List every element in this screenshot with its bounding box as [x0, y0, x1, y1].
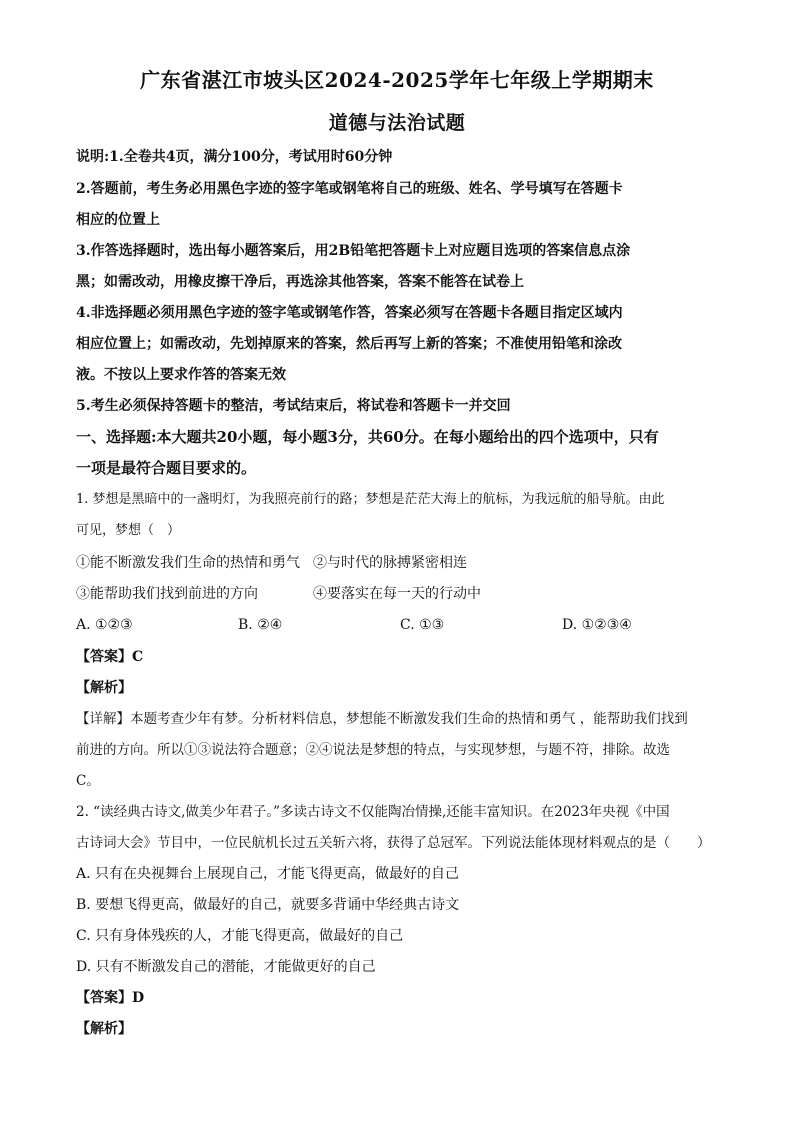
- analysis-label: 【解析】: [76, 680, 132, 696]
- answer-option: B. 要想飞得更高，做最好的自己，就要多背诵中华经典古诗文: [76, 897, 460, 913]
- instruction-line: 说明:1.全卷共4页，满分100分，考试用时60分钟: [76, 149, 393, 165]
- instruction-line: 相应的位置上: [76, 212, 160, 228]
- instruction-line: 4.非选择题必须用黑色字迹的签字笔或钢笔作答，答案必须写在答题卡各题目指定区域内: [76, 305, 623, 321]
- answer-option: A. ①②③: [76, 617, 133, 633]
- question-stem: 1. 梦想是黑暗中的一盏明灯，为我照亮前行的路；梦想是茫茫大海上的航标，为我远航的船导航。由此: [76, 492, 665, 507]
- answer-label: 【答案】C: [76, 649, 144, 665]
- answer-label: 【答案】D: [76, 990, 145, 1006]
- instruction-line: 黑；如需改动，用橡皮擦干净后，再选涂其他答案，答案不能答在试卷上: [76, 274, 524, 290]
- exam-title: 广东省湛江市坡头区2024-2025学年七年级上学期期末: [140, 68, 654, 92]
- question-stem: 2. “读经典古诗文,做美少年君子。”多读古诗文不仅能陶冶情操,还能丰富知识。在2023年央视《中国: [76, 804, 670, 820]
- analysis-label: 【解析】: [76, 1021, 132, 1037]
- answer-option: D. 只有不断激发自己的潜能，才能做更好的自己: [76, 959, 376, 975]
- question-stem: 古诗词大会》节目中，一位民航机长过五关斩六将，获得了总冠军。下列说法能体现材料观点的是（ ）: [76, 835, 711, 851]
- exam-subtitle: 道德与法治试题: [328, 112, 466, 134]
- answer-option: B. ②④: [238, 617, 283, 633]
- instruction-line: 液。不按以上要求作答的答案无效: [76, 367, 286, 383]
- instruction-line: 2.答题前，考生务必用黑色字迹的签字笔或钢笔将自己的班级、姓名、学号填写在答题卡: [76, 181, 623, 197]
- answer-option: C. 只有身体残疾的人，才能飞得更高，做最好的自己: [76, 928, 404, 944]
- question-item: ①能不断激发我们生命的热情和勇气: [76, 555, 300, 571]
- section-heading: 一、选择题:本大题共20小题，每小题3分，共60分。在每小题给出的四个选项中，只有: [76, 428, 659, 446]
- question-item: ③能帮助我们找到前进的方向: [76, 586, 258, 602]
- question-stem: 可见，梦想（ ）: [76, 523, 181, 538]
- instruction-line: 3.作答选择题时，选出每小题答案后，用2B铅笔把答题卡上对应题目选项的答案信息点涂: [76, 243, 631, 259]
- analysis-detail: C。: [76, 773, 100, 789]
- answer-option: D. ①②③④: [562, 617, 632, 633]
- analysis-detail: 前进的方向。所以①③说法符合题意；②④说法是梦想的特点，与实现梦想，与题不符，排除。故选: [76, 742, 670, 758]
- instruction-line: 相应位置上；如需改动，先划掉原来的答案，然后再写上新的答案；不准使用铅笔和涂改: [76, 336, 622, 352]
- section-heading: 一项是最符合题目要求的。: [76, 459, 257, 477]
- question-item: ②与时代的脉搏紧密相连: [313, 555, 467, 571]
- instruction-line: 5.考生必须保持答题卡的整洁，考试结束后，将试卷和答题卡一并交回: [76, 398, 511, 414]
- answer-option: C. ①③: [400, 617, 445, 633]
- answer-option: A. 只有在央视舞台上展现自己，才能飞得更高，做最好的自己: [76, 866, 460, 882]
- question-item: ④要落实在每一天的行动中: [313, 586, 481, 602]
- analysis-detail: 【详解】本题考查少年有梦。分析材料信息，梦想能不断激发我们生命的热情和勇气 ，能帮助我们找到: [76, 711, 688, 727]
